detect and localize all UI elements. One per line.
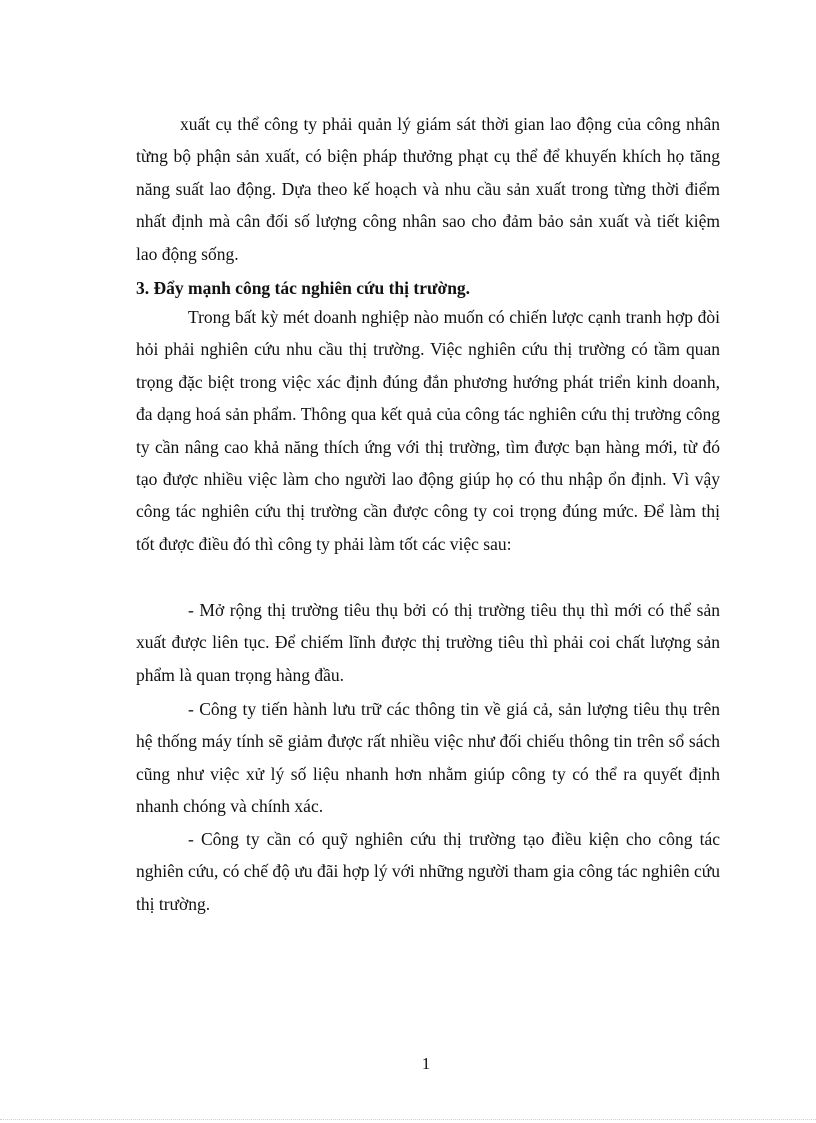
paragraph-market-research: Trong bất kỳ mét doanh nghiệp nào muốn có chiến lược cạnh tranh hợp đòi hỏi phải nghiên cứu nhu cầu thị trường. Việc nghiên cứu thị trường có tầm quan trọng đặc biệt trong việc xác định đúng đắn phương hướng phát triển kinh doanh, đa dạng hoá sản phẩm. Thông qua kết quả của công tác nghiên cứu thị trường công ty cần nâng cao khả năng thích ứng với thị trường, tìm được bạn hàng mới, từ đó tạo được nhiều việc làm cho người lao động giúp họ có thu nhập ổn định. Vì vậy công tác nghiên cứu thị trường cần được công ty coi trọng đúng mức. Để làm thị tốt được điều đó thì công ty phải làm tốt các việc sau:: [136, 307, 720, 554]
page-bottom-divider: [0, 1119, 816, 1120]
bullet-expand-market: - Mở rộng thị trường tiêu thụ bởi có thị trường tiêu thụ thì mới có thể sản xuất được liên tục. Để chiếm lĩnh được thị trường tiêu thì phải coi chất lượng sản phẩm là quan trọng hàng đầu.: [136, 600, 720, 685]
bullet-store-information: - Công ty tiến hành lưu trữ các thông tin về giá cả, sản lượng tiêu thụ trên hệ thống máy tính sẽ giảm được rất nhiều việc như đối chiếu thông tin trên sổ sách cũng như việc xử lý số liệu nhanh hơn nhằm giúp công ty có thể ra quyết định nhanh chóng và chính xác.: [136, 699, 720, 817]
bullet-research-fund: - Công ty cần có quỹ nghiên cứu thị trường tạo điều kiện cho công tác nghiên cứu, có chế độ ưu đãi hợp lý với những người tham gia công tác nghiên cứu thị trường.: [136, 829, 720, 914]
paragraph-labor-management: xuất cụ thể công ty phải quản lý giám sát thời gian lao động của công nhân từng bộ phận sản xuất, có biện pháp thưởng phạt cụ thể để khuyến khích họ tăng năng suất lao động. Dựa theo kế hoạch và nhu cầu sản xuất trong từng thời điểm nhất định mà cân đối số lượng công nhân sao cho đảm bảo sản xuất và tiết kiệm lao động sống.: [136, 114, 720, 264]
page-number: 1: [421, 1054, 431, 1073]
section-heading: 3. Đẩy mạnh công tác nghiên cứu thị trường.: [136, 278, 471, 298]
